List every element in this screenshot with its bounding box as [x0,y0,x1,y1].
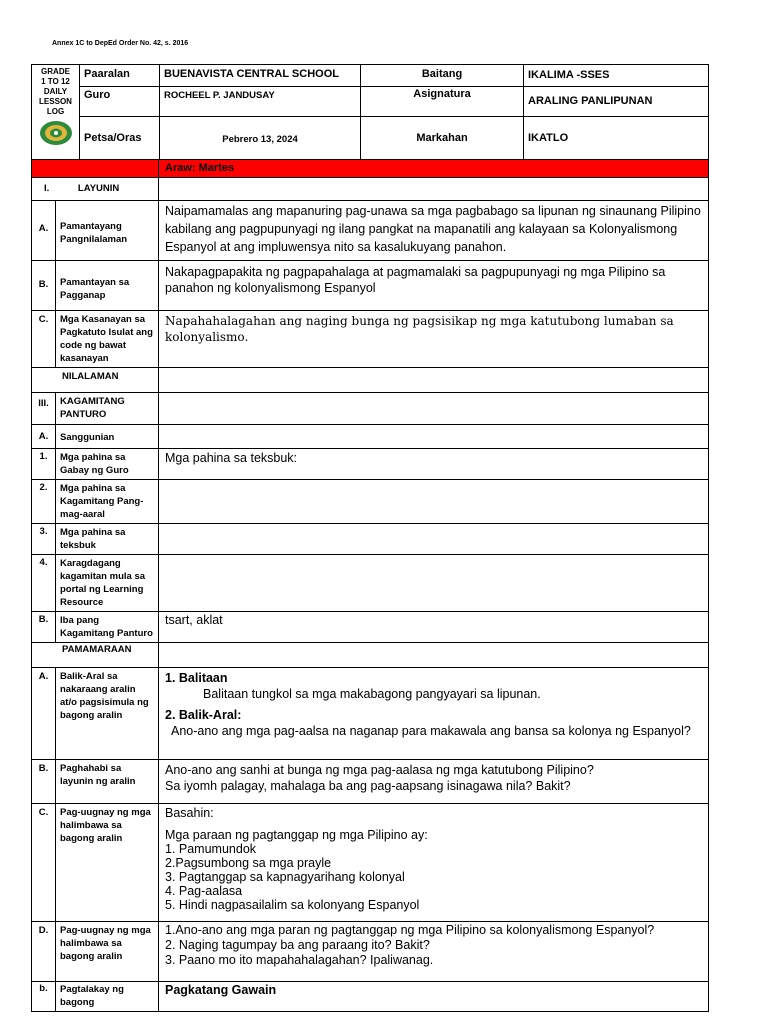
grade-line: 1 TO 12 [41,77,70,86]
row-number: 3. [32,524,56,555]
row-letter: B. [32,760,56,804]
review-content [159,668,709,760]
list-item: 3. Pagtanggap sa kapnagyarihang kolonyal [165,870,405,884]
row-label: NILALAMAN [32,368,159,393]
row-letter: D. [32,922,56,982]
group-activity: Pagkatang Gawain [159,982,709,1012]
list-item: 1. Pamumundok [165,842,257,856]
day-label: Araw: Martes [159,160,709,178]
row-letter: B. [32,261,56,311]
day-bar [32,160,709,178]
school-value: BUENAVISTA CENTRAL SCHOOL [160,65,361,87]
performance-standard: Nakapagpapakita ng pagpapahalaga at pagmamalaki sa pagpupunyagi ng mga Pilipino sa panahon ng kolonyalismong Espanyol [159,261,709,311]
row-label: Karagdagang kagamitan mula sa portal ng Learning Resource [56,555,159,612]
learning-competency: Napahahalagahan ang naging bunga ng pagsisikap ng mga katutubong lumaban sa kolonyalismo. [159,311,709,368]
grade-line: GRADE [41,67,70,76]
row-label: Sanggunian [56,425,159,449]
grade-block [32,65,80,160]
review-heading: 1. Balitaan [165,671,228,685]
content-standard: Naipamamalas ang mapanuring pag-unawa sa mga pagbabago sa lipunan ng sinaunang Pilipino kabilang ang pagpupunyagi ng ilang pangkat na mapanatili ang kalayaan sa Kolonyalismong Espanyol at ang impluwensya nito sa kasalukuyang panahon. [159,201,709,261]
school-label: Paaralan [80,65,160,87]
teacher-label: Guro [80,87,160,117]
quarter-value: IKATLO [524,117,709,160]
row-label: Mga Kasanayan sa Pagkatuto Isulat ang code ng bawat kasanayan [56,311,159,368]
row-label: Mga pahina sa teksbuk [56,524,159,555]
lesson-table [31,159,709,1012]
discussion-questions [159,922,709,982]
row-label: Pamantayang Pangnilalaman [56,201,159,261]
row-label: PAMAMARAAN [32,643,159,668]
motivation-question: Sa iyomh palagay, mahalaga ba ang pag-aapsang isinagawa nila? Bakit? [165,779,571,793]
section-layunin [32,178,159,201]
teacher-value: ROCHEEL P. JANDUSAY [160,87,361,117]
other-materials: tsart, aklat [159,612,709,643]
grade-value: IKALIMA -SSES [524,65,709,87]
row-label: Mga pahina sa Gabay ng Guro [56,449,159,480]
grade-label: Baitang [361,65,524,87]
section-number: I. [44,183,50,194]
date-value: Pebrero 13, 2024 [160,117,361,160]
quarter-label: Markahan [361,117,524,160]
list-item: 4. Pag-aalasa [165,884,243,898]
review-text: Ano-ano ang mga pag-aalsa na naganap para makawala ang bansa sa kolonya ng Espanyol? [171,724,691,738]
row-number: 4. [32,555,56,612]
motivation-content [159,760,709,804]
review-text: Balitaan tungkol sa mga makabagong pangyayari sa lipunan. [203,687,541,701]
deped-seal-icon [39,119,73,147]
header-table [31,64,709,160]
annex-reference: Annex 1C to DepEd Order No. 42, s. 2016 [52,40,189,47]
row-number: III. [32,393,56,425]
guide-pages: Mga pahina sa teksbuk: [159,449,709,480]
list-item: 2.Pagsumbong sa mga prayle [165,856,332,870]
list-item: 5. Hindi nagpasailalim sa kolonyang Espanyol [165,898,420,912]
list-item: 2. Naging tagumpay ba ang paraang ito? Bakit? [165,938,430,952]
motivation-question: Ano-ano ang sanhi at bunga ng mga pag-aalasa ng mga katutubong Pilipino? [165,763,594,777]
row-label: Pagtalakay ng bagong [56,982,159,1012]
subject-value: ARALING PANLIPUNAN [524,87,709,117]
row-label: Pag-uugnay ng mga halimbawa sa bagong aralin [56,922,159,982]
row-label: Paghahabi sa layunin ng aralin [56,760,159,804]
section-title: LAYUNIN [77,183,120,194]
reading-content [159,804,709,922]
row-label: Pag-uugnay ng mga halimbawa sa bagong aralin [56,804,159,922]
row-number: 2. [32,480,56,524]
row-letter: A. [32,201,56,261]
review-heading: 2. Balik-Aral: [165,708,242,722]
date-label: Petsa/Oras [80,117,160,160]
row-label: Balik-Aral sa nakaraang aralin at/o pagsisimula ng bagong aralin [56,668,159,760]
row-label: KAGAMITANG PANTURO [56,393,159,425]
row-letter: b. [32,982,56,1012]
list-item: 3. Paano mo ito mapahahalagahan? Ipaliwanag. [165,953,434,967]
reading-lead: Mga paraan ng pagtanggap ng mga Pilipino ay: [165,828,428,842]
subject-label: Asignatura [361,87,524,117]
row-letter: A. [32,668,56,760]
row-letter: B. [32,612,56,643]
row-letter: C. [32,804,56,922]
row-number: 1. [32,449,56,480]
row-label: Iba pang Kagamitang Panturo [56,612,159,643]
row-label: Mga pahina sa Kagamitang Pang-mag-aaral [56,480,159,524]
grade-line: LOG [46,107,65,116]
row-label: Pamantayan sa Pagganap [56,261,159,311]
reading-intro: Basahin: [165,806,214,820]
row-letter: C. [32,311,56,368]
list-item: 1.Ano-ano ang mga paran ng pagtanggap ng mga Pilipino sa kolonyalismong Espanyol? [165,923,655,937]
grade-line: DAILY [43,87,68,96]
row-letter: A. [32,425,56,449]
grade-line: LESSON [39,97,72,106]
